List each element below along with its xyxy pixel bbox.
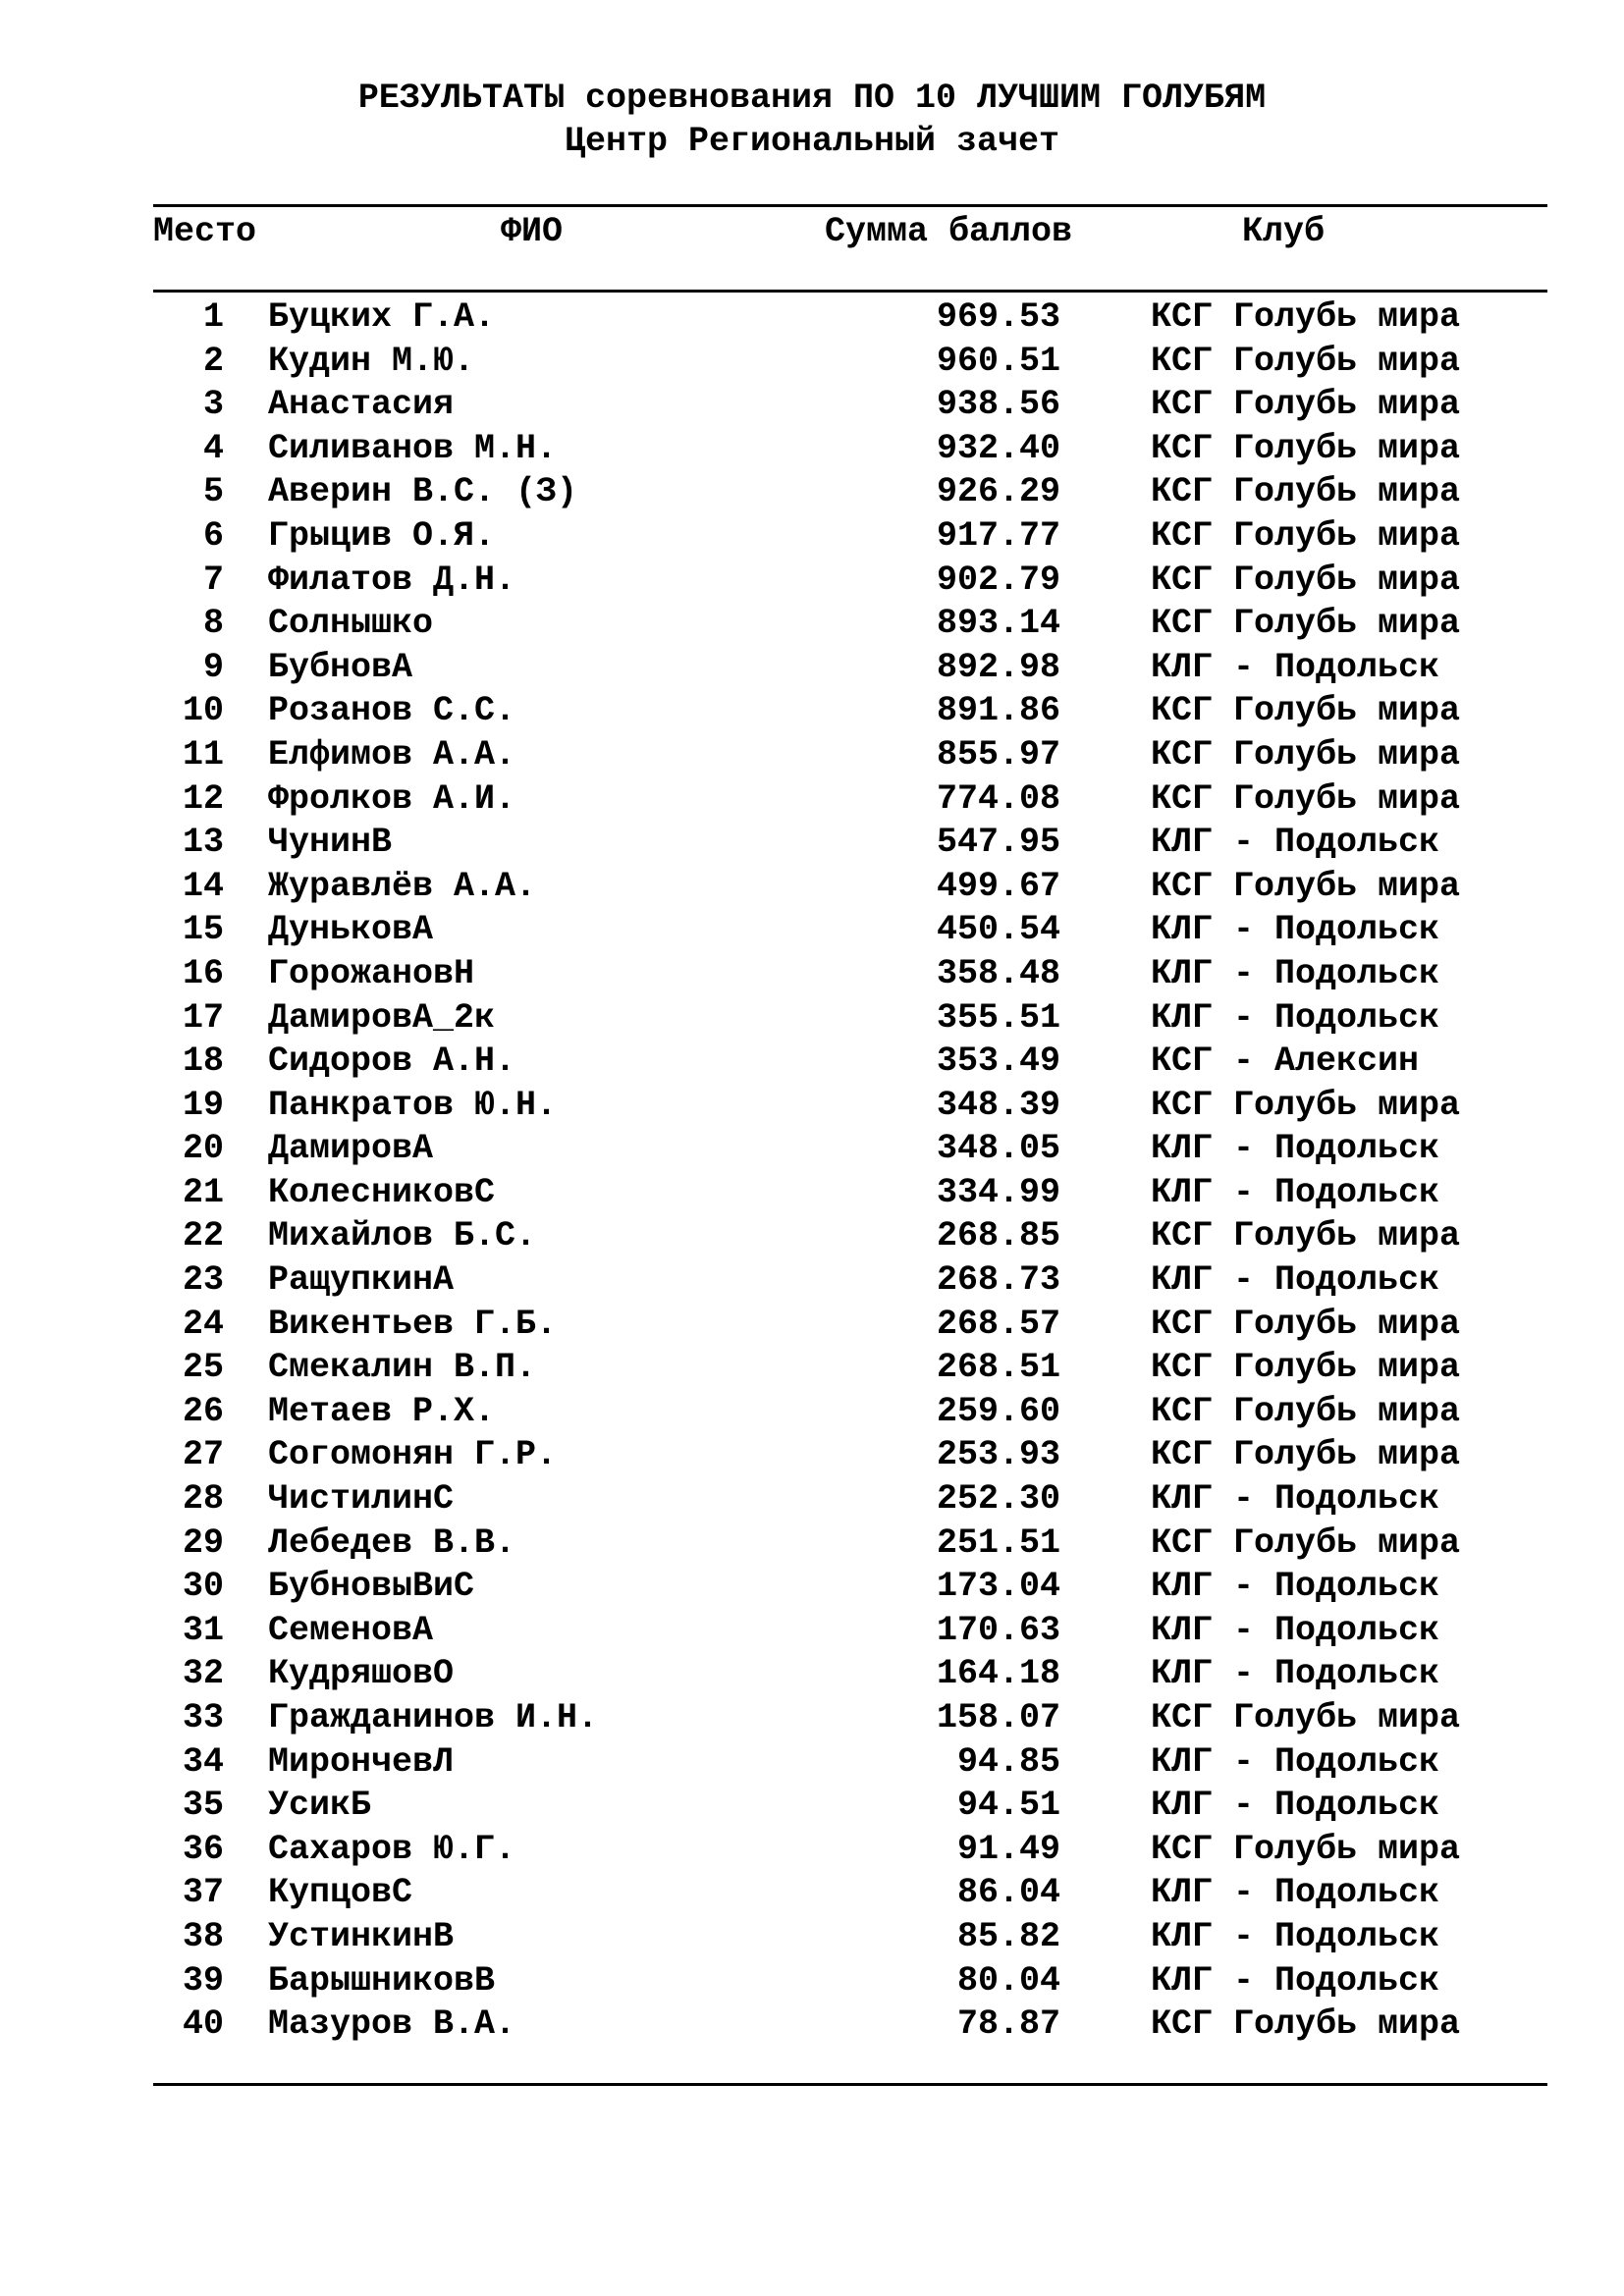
row-score: 259.60 xyxy=(936,1391,1060,1431)
row-name: Метаев Р.Х. xyxy=(268,1391,496,1431)
row-place: 13 xyxy=(182,823,224,863)
row-score: 774.08 xyxy=(936,778,1060,819)
table-row xyxy=(0,1871,1624,1915)
row-score: 94.85 xyxy=(956,1741,1060,1782)
row-place: 19 xyxy=(182,1085,224,1125)
row-place: 25 xyxy=(182,1348,224,1388)
row-place: 21 xyxy=(182,1172,224,1212)
column-header-club: Клуб xyxy=(1242,212,1326,251)
row-score: 91.49 xyxy=(956,1829,1060,1869)
row-place: 30 xyxy=(182,1567,224,1607)
row-place: 40 xyxy=(182,2004,224,2045)
row-club: КЛГ - Подольск xyxy=(1151,823,1440,863)
table-row xyxy=(0,1303,1624,1347)
table-row xyxy=(0,1127,1624,1171)
row-score: 891.86 xyxy=(936,691,1060,731)
row-club: КСГ Голубь мира xyxy=(1151,428,1461,468)
row-club: КСГ Голубь мира xyxy=(1151,1698,1461,1737)
row-club: КСГ Голубь мира xyxy=(1151,385,1461,425)
row-place: 7 xyxy=(202,560,224,600)
row-name: Панкратов Ю.Н. xyxy=(268,1085,558,1125)
row-place: 32 xyxy=(182,1654,224,1694)
row-club: КСГ Голубь мира xyxy=(1151,691,1461,731)
row-club: КСГ Голубь мира xyxy=(1151,1348,1461,1388)
table-row xyxy=(0,1565,1624,1609)
row-score: 926.29 xyxy=(936,472,1060,512)
row-score: 355.51 xyxy=(936,997,1060,1038)
row-name: Розанов С.С. xyxy=(268,691,516,731)
row-name: КолесниковС xyxy=(268,1172,496,1212)
row-score: 251.51 xyxy=(936,1522,1060,1563)
table-row xyxy=(0,996,1624,1041)
row-score: 80.04 xyxy=(956,1960,1060,2001)
row-place: 28 xyxy=(182,1479,224,1520)
row-place: 31 xyxy=(182,1610,224,1650)
row-name: Смекалин В.П. xyxy=(268,1348,537,1388)
table-row xyxy=(0,1740,1624,1785)
row-name: ДамировА xyxy=(268,1129,434,1169)
row-place: 1 xyxy=(202,297,224,337)
column-header-score: Сумма баллов xyxy=(825,212,1073,251)
row-name: Сидоров А.Н. xyxy=(268,1041,516,1082)
results-table-body xyxy=(0,295,1624,2047)
row-name: УстинкинВ xyxy=(268,1916,455,1956)
row-score: 960.51 xyxy=(936,341,1060,381)
page-subtitle: Центр Региональный зачет xyxy=(564,122,1060,161)
table-row xyxy=(0,1258,1624,1303)
column-header-name: ФИО xyxy=(501,212,564,251)
row-club: КСГ Голубь мира xyxy=(1151,1216,1461,1256)
row-club: КСГ Голубь мира xyxy=(1151,1391,1461,1431)
table-row xyxy=(0,1084,1624,1128)
table-row xyxy=(0,295,1624,340)
row-club: КСГ Голубь мира xyxy=(1151,472,1461,512)
row-name: Лебедев В.В. xyxy=(268,1522,516,1563)
table-row xyxy=(0,908,1624,952)
row-club: КЛГ - Подольск xyxy=(1151,1567,1440,1607)
row-club: КСГ Голубь мира xyxy=(1151,341,1461,381)
table-row xyxy=(0,427,1624,471)
row-score: 353.49 xyxy=(936,1041,1060,1082)
table-header-rule xyxy=(153,290,1547,293)
table-row xyxy=(0,952,1624,996)
row-name: ГорожановН xyxy=(268,953,475,993)
row-name: РащупкинА xyxy=(268,1260,455,1301)
row-club: КЛГ - Подольск xyxy=(1151,997,1440,1038)
row-score: 450.54 xyxy=(936,910,1060,950)
row-place: 15 xyxy=(182,910,224,950)
table-row xyxy=(0,1390,1624,1434)
table-row xyxy=(0,1214,1624,1258)
row-place: 29 xyxy=(182,1522,224,1563)
row-club: КЛГ - Подольск xyxy=(1151,1172,1440,1212)
row-score: 938.56 xyxy=(936,385,1060,425)
row-name: Фролков А.И. xyxy=(268,778,516,819)
table-top-rule xyxy=(153,204,1547,207)
row-place: 11 xyxy=(182,734,224,774)
row-place: 20 xyxy=(182,1129,224,1169)
row-name: Гражданинов И.Н. xyxy=(268,1698,599,1737)
row-club: КЛГ - Подольск xyxy=(1151,1260,1440,1301)
row-club: КЛГ - Подольск xyxy=(1151,953,1440,993)
row-place: 33 xyxy=(182,1698,224,1737)
row-place: 12 xyxy=(182,778,224,819)
row-club: КСГ Голубь мира xyxy=(1151,1522,1461,1563)
row-score: 170.63 xyxy=(936,1610,1060,1650)
row-club: КЛГ - Подольск xyxy=(1151,910,1440,950)
row-club: КЛГ - Подольск xyxy=(1151,1873,1440,1913)
row-place: 17 xyxy=(182,997,224,1038)
row-score: 268.51 xyxy=(936,1348,1060,1388)
table-row xyxy=(0,1959,1624,2003)
row-score: 268.85 xyxy=(936,1216,1060,1256)
table-row xyxy=(0,865,1624,909)
row-name: УсикБ xyxy=(268,1786,372,1826)
row-place: 24 xyxy=(182,1304,224,1344)
table-row xyxy=(0,646,1624,690)
row-name: СеменовА xyxy=(268,1610,434,1650)
table-row xyxy=(0,733,1624,777)
row-name: Михайлов Б.С. xyxy=(268,1216,537,1256)
table-row xyxy=(0,1522,1624,1566)
row-name: ДуньковА xyxy=(268,910,434,950)
row-name: ЧунинВ xyxy=(268,823,393,863)
row-club: КСГ Голубь мира xyxy=(1151,604,1461,644)
table-row xyxy=(0,1346,1624,1390)
table-row xyxy=(0,1477,1624,1522)
row-score: 85.82 xyxy=(956,1916,1060,1956)
column-header-place: Место xyxy=(153,212,257,251)
row-club: КСГ Голубь мира xyxy=(1151,1829,1461,1869)
row-score: 855.97 xyxy=(936,734,1060,774)
row-place: 34 xyxy=(182,1741,224,1782)
table-row xyxy=(0,340,1624,384)
row-place: 38 xyxy=(182,1916,224,1956)
row-name: Аверин В.С. (З) xyxy=(268,472,578,512)
row-club: КСГ Голубь мира xyxy=(1151,2004,1461,2045)
table-row xyxy=(0,821,1624,865)
row-score: 969.53 xyxy=(936,297,1060,337)
row-name: Кудин М.Ю. xyxy=(268,341,475,381)
row-club: КСГ Голубь мира xyxy=(1151,515,1461,556)
row-score: 893.14 xyxy=(936,604,1060,644)
row-place: 10 xyxy=(182,691,224,731)
row-name: БарышниковВ xyxy=(268,1960,496,2001)
row-score: 547.95 xyxy=(936,823,1060,863)
row-name: МирончевЛ xyxy=(268,1741,455,1782)
row-score: 348.05 xyxy=(936,1129,1060,1169)
row-place: 8 xyxy=(202,604,224,644)
table-row xyxy=(0,1915,1624,1959)
row-club: КСГ Голубь мира xyxy=(1151,297,1461,337)
row-place: 6 xyxy=(202,515,224,556)
table-row xyxy=(0,1652,1624,1696)
table-row xyxy=(0,383,1624,427)
table-row xyxy=(0,2002,1624,2047)
row-club: КСГ Голубь мира xyxy=(1151,1085,1461,1125)
table-row xyxy=(0,777,1624,822)
row-score: 94.51 xyxy=(956,1786,1060,1826)
row-name: Буцких Г.А. xyxy=(268,297,496,337)
row-club: КЛГ - Подольск xyxy=(1151,1960,1440,2001)
row-name: Солнышко xyxy=(268,604,434,644)
table-row xyxy=(0,1828,1624,1872)
row-place: 9 xyxy=(202,647,224,687)
row-score: 173.04 xyxy=(936,1567,1060,1607)
row-place: 27 xyxy=(182,1435,224,1475)
row-club: КЛГ - Подольск xyxy=(1151,1610,1440,1650)
row-club: КСГ Голубь мира xyxy=(1151,734,1461,774)
table-row xyxy=(0,514,1624,559)
row-name: Викентьев Г.Б. xyxy=(268,1304,558,1344)
row-score: 268.73 xyxy=(936,1260,1060,1301)
table-row xyxy=(0,1696,1624,1740)
row-club: КСГ Голубь мира xyxy=(1151,866,1461,906)
row-score: 358.48 xyxy=(936,953,1060,993)
row-club: КСГ Голубь мира xyxy=(1151,778,1461,819)
page-title: РЕЗУЛЬТАТЫ соревнования ПО 10 ЛУЧШИМ ГОЛУБЯМ xyxy=(357,79,1267,118)
table-row xyxy=(0,1609,1624,1653)
row-club: КЛГ - Подольск xyxy=(1151,1741,1440,1782)
table-row xyxy=(0,1784,1624,1828)
row-place: 3 xyxy=(202,385,224,425)
row-score: 158.07 xyxy=(936,1698,1060,1737)
row-score: 932.40 xyxy=(936,428,1060,468)
row-club: КСГ Голубь мира xyxy=(1151,560,1461,600)
row-score: 252.30 xyxy=(936,1479,1060,1520)
row-place: 5 xyxy=(202,472,224,512)
row-place: 37 xyxy=(182,1873,224,1913)
table-row xyxy=(0,602,1624,646)
row-score: 902.79 xyxy=(936,560,1060,600)
row-place: 26 xyxy=(182,1391,224,1431)
row-place: 14 xyxy=(182,866,224,906)
table-row xyxy=(0,1040,1624,1084)
row-name: Сахаров Ю.Г. xyxy=(268,1829,516,1869)
row-place: 16 xyxy=(182,953,224,993)
row-name: Анастасия xyxy=(268,385,455,425)
row-name: Филатов Д.Н. xyxy=(268,560,516,600)
row-club: КЛГ - Подольск xyxy=(1151,1479,1440,1520)
row-place: 39 xyxy=(182,1960,224,2001)
row-score: 86.04 xyxy=(956,1873,1060,1913)
row-club: КСГ - Алексин xyxy=(1151,1041,1420,1082)
row-club: КЛГ - Подольск xyxy=(1151,1129,1440,1169)
row-place: 35 xyxy=(182,1786,224,1826)
row-name: Мазуров В.А. xyxy=(268,2004,516,2045)
row-score: 164.18 xyxy=(936,1654,1060,1694)
row-name: ЧистилинС xyxy=(268,1479,455,1520)
row-club: КЛГ - Подольск xyxy=(1151,1916,1440,1956)
row-score: 268.57 xyxy=(936,1304,1060,1344)
row-name: БубновА xyxy=(268,647,413,687)
row-club: КЛГ - Подольск xyxy=(1151,647,1440,687)
row-score: 253.93 xyxy=(936,1435,1060,1475)
row-name: КудряшовО xyxy=(268,1654,455,1694)
row-place: 23 xyxy=(182,1260,224,1301)
row-club: КЛГ - Подольск xyxy=(1151,1786,1440,1826)
row-name: Журавлёв А.А. xyxy=(268,866,537,906)
row-score: 892.98 xyxy=(936,647,1060,687)
row-place: 4 xyxy=(202,428,224,468)
row-place: 22 xyxy=(182,1216,224,1256)
row-club: КСГ Голубь мира xyxy=(1151,1435,1461,1475)
row-place: 36 xyxy=(182,1829,224,1869)
table-row xyxy=(0,1433,1624,1477)
row-name: Согомонян Г.Р. xyxy=(268,1435,558,1475)
row-club: КЛГ - Подольск xyxy=(1151,1654,1440,1694)
row-name: ДамировА_2к xyxy=(268,997,496,1038)
table-row xyxy=(0,559,1624,603)
row-club: КСГ Голубь мира xyxy=(1151,1304,1461,1344)
table-row xyxy=(0,470,1624,514)
row-score: 499.67 xyxy=(936,866,1060,906)
row-score: 348.39 xyxy=(936,1085,1060,1125)
row-score: 334.99 xyxy=(936,1172,1060,1212)
table-bottom-rule xyxy=(153,2083,1547,2086)
row-score: 917.77 xyxy=(936,515,1060,556)
table-row xyxy=(0,689,1624,733)
row-score: 78.87 xyxy=(956,2004,1060,2045)
row-name: Елфимов А.А. xyxy=(268,734,516,774)
row-place: 2 xyxy=(202,341,224,381)
row-name: БубновыВиС xyxy=(268,1567,475,1607)
row-place: 18 xyxy=(182,1041,224,1082)
row-name: КупцовС xyxy=(268,1873,413,1913)
table-row xyxy=(0,1171,1624,1215)
row-name: Силиванов М.Н. xyxy=(268,428,558,468)
row-name: Грыцив О.Я. xyxy=(268,515,496,556)
